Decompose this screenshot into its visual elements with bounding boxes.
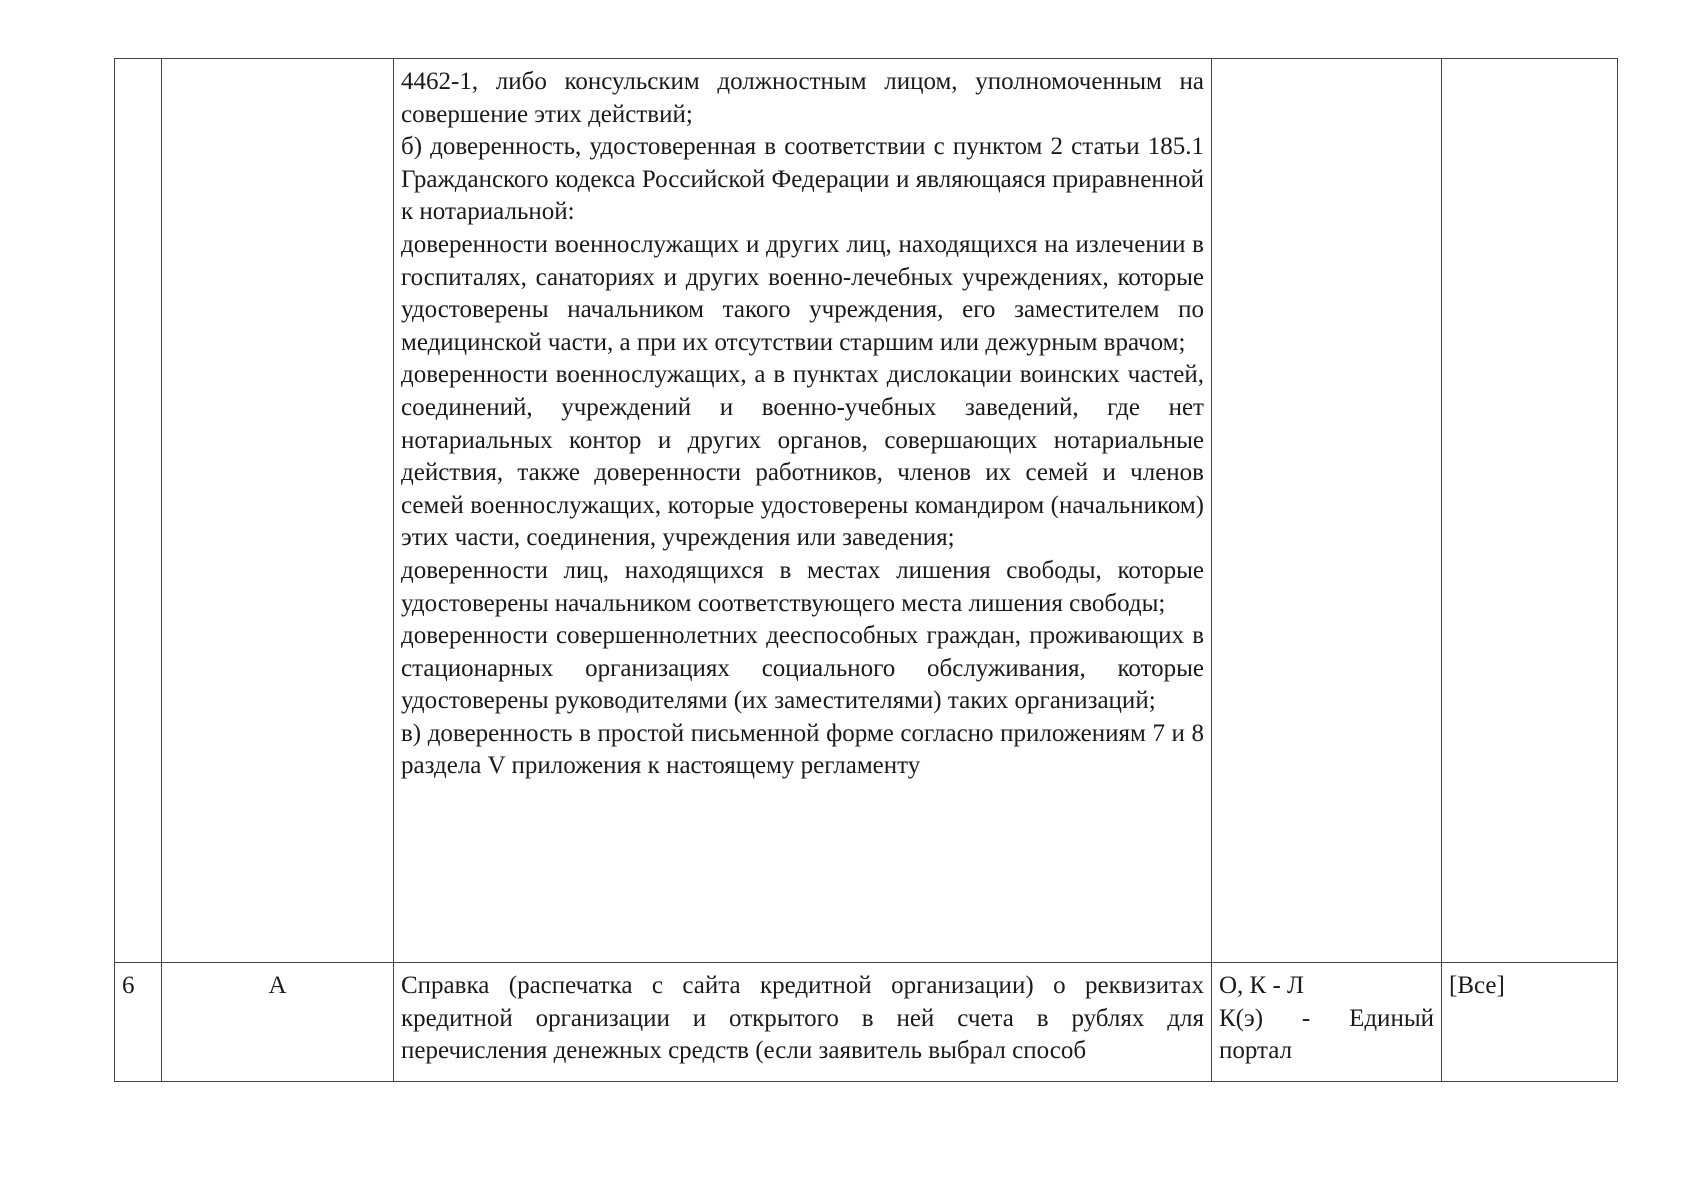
row-number-cell bbox=[115, 59, 162, 963]
table-row-6 bbox=[115, 963, 1618, 1082]
paragraph-prison: доверенности лиц, находящихся в местах лишения свободы, которые удостоверены начальником соответствующего места лишения свободы; bbox=[401, 556, 1204, 617]
paragraph-social-care: доверенности совершеннолетних дееспособных граждан, проживающих в стационарных организациях социального обслуживания, которые удостоверены руководителями (их заместителями) таких организаций; bbox=[401, 622, 1204, 715]
submission-method-cell bbox=[1212, 59, 1442, 963]
paragraph-hospital: доверенности военнослужащих и других лиц, находящихся на излечении в госпиталях, санаториях и других военно-лечебных учреждениях, которые удостоверены начальником такого учреждения, его заместителем по медицинской части, а при их отсутствии старшим или дежурным врачом; bbox=[401, 230, 1204, 356]
document-description-cell bbox=[394, 963, 1212, 1082]
category-cell: А bbox=[162, 963, 394, 1082]
row-number-cell: 6 bbox=[115, 963, 162, 1082]
applicability-cell bbox=[1442, 59, 1618, 963]
paragraph-military-units: доверенности военнослужащих, а в пунктах дислокации воинских частей, соединений, учреждений и военно-учебных заведений, где нет нотариальных контор и других органов, совершающих нотариальные действия, также доверенности работников, членов их семей и членов семей военнослужащих, которые удостоверены командиром (начальником) этих части, соединения, учреждения или заведения; bbox=[401, 361, 1204, 552]
paragraph-consular: 4462-1, либо консульским должностным лицом, уполномоченным на совершение этих действий; bbox=[401, 68, 1204, 128]
submission-method-line-1: О, К - Л bbox=[1219, 972, 1305, 999]
paragraph-bank-certificate: Справка (распечатка с сайта кредитной организации) о реквизитах кредитной организации и открытого в ней счета в рублях для перечисления денежных средств (если заявитель выбрал способ bbox=[401, 972, 1204, 1065]
applicability-cell: [Все] bbox=[1442, 963, 1618, 1082]
submission-method-line-2: К(э) - Единый портал bbox=[1219, 1004, 1434, 1065]
document-table bbox=[114, 58, 1618, 1082]
submission-method-cell bbox=[1212, 963, 1442, 1082]
category-cell bbox=[162, 59, 394, 963]
table-row-continuation bbox=[115, 59, 1618, 963]
paragraph-b-certified: б) доверенность, удостоверенная в соответствии с пунктом 2 статьи 185.1 Гражданского кодекса Российской Федерации и являющаяся приравненной к нотариальной: bbox=[401, 133, 1204, 226]
document-description-cell bbox=[394, 59, 1212, 963]
paragraph-v-simple-form: в) доверенность в простой письменной форме согласно приложениям 7 и 8 раздела V приложения к настоящему регламенту bbox=[401, 719, 1204, 780]
